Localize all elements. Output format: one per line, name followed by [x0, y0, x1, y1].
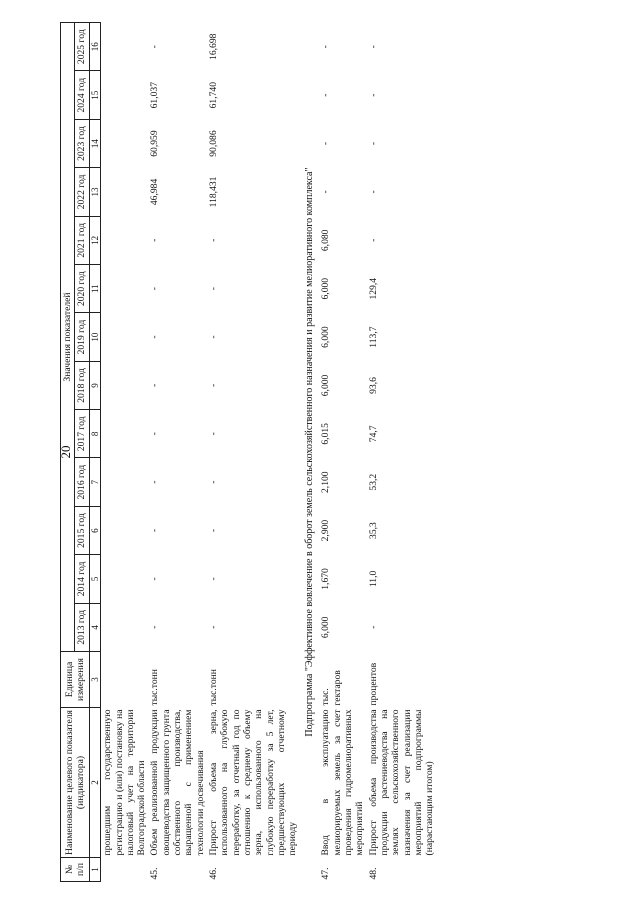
value-cell: 2,900: [320, 519, 332, 542]
header-year: 2020 год: [75, 265, 89, 313]
value-cell: -: [367, 93, 379, 97]
header-year: 2024 год: [75, 71, 89, 119]
column-number: 11: [89, 265, 101, 313]
value-cell: -: [320, 190, 332, 194]
unit-cell: тыс. гектаров: [320, 670, 343, 706]
value-cell: 118,431: [208, 176, 220, 208]
value-cell: -: [208, 625, 220, 629]
value-cell: 11,0: [367, 570, 379, 588]
column-number: 2: [89, 708, 101, 858]
value-cell: -: [208, 432, 220, 436]
header-year: 2017 год: [75, 410, 89, 458]
column-number: 9: [89, 361, 101, 409]
section-title: Подпрограмма "Эффективное вовлечение в оборот земель сельскохозяйственного назначения и развитие мелиоративного комплекса": [303, 167, 315, 737]
table-row: [101, 23, 149, 882]
indicators-table: [60, 22, 436, 882]
value-cell: [101, 216, 149, 264]
value-cell: -: [149, 287, 161, 291]
value-cell: 6,000: [320, 374, 332, 397]
header-name: Наименование целевого показателя (индикатора): [61, 708, 90, 858]
value-cell: -: [320, 45, 332, 49]
value-cell: [101, 603, 149, 651]
header-unit: Единица измерения: [61, 652, 90, 708]
value-cell: -: [149, 480, 161, 484]
value-cell: 6,000: [320, 616, 332, 639]
value-cell: [101, 555, 149, 603]
value-cell: 6,000: [320, 277, 332, 300]
value-cell: [101, 119, 149, 167]
header-year: 2018 год: [75, 361, 89, 409]
column-number: 15: [89, 71, 101, 119]
header-year: 2015 год: [75, 506, 89, 554]
value-cell: -: [367, 141, 379, 146]
unit-cell: тыс.тонн: [149, 669, 161, 706]
value-cell: -: [367, 625, 379, 629]
value-cell: 113,7: [367, 326, 379, 348]
value-cell: [101, 361, 149, 409]
indicator-name: Объем реализованной продукции овощеводства защищенного грунта собственного производства, выращенной с применением технологии досвечивания: [149, 709, 206, 856]
value-cell: 16,698: [208, 33, 220, 60]
header-num: № п/п: [61, 858, 90, 882]
value-cell: [101, 168, 149, 216]
header-year: 2025 год: [75, 23, 89, 72]
column-number: 8: [89, 410, 101, 458]
value-cell: 35,3: [367, 522, 379, 539]
value-cell: [101, 506, 149, 554]
column-number: 6: [89, 506, 101, 554]
value-cell: 90,086: [208, 130, 220, 157]
header-year: 2016 год: [75, 458, 89, 506]
value-cell: 1,670: [320, 568, 332, 590]
column-number: 3: [89, 652, 101, 708]
row-number: 48.: [367, 867, 379, 880]
value-cell: [101, 458, 149, 506]
value-cell: 6,015: [320, 423, 332, 445]
column-number: 7: [89, 458, 101, 506]
value-cell: -: [320, 141, 332, 146]
header-year: 2014 год: [75, 555, 89, 603]
unit-cell: тыс.тонн: [208, 669, 220, 706]
value-cell: 6,080: [320, 229, 332, 252]
column-number: 14: [89, 119, 101, 167]
table-row: [207, 23, 300, 882]
column-number: 4: [89, 603, 101, 651]
column-number: 12: [89, 216, 101, 264]
rotated-table-container: [60, 22, 580, 882]
header-year: 2021 год: [75, 216, 89, 264]
value-cell: -: [149, 335, 161, 339]
column-number: 1: [89, 858, 101, 882]
column-number: 16: [89, 23, 101, 72]
value-cell: 129,4: [367, 277, 379, 300]
value-cell: -: [320, 93, 332, 97]
unit-cell: процентов: [367, 662, 379, 706]
value-cell: -: [367, 45, 379, 49]
value-cell: 2,100: [320, 471, 332, 493]
value-cell: [101, 410, 149, 458]
value-cell: -: [208, 480, 220, 484]
value-cell: -: [149, 432, 161, 436]
indicator-name: Прирост объема производства продукции растениеводства на землях сельскохозяйственного назначения за счет реализации мероприятий подпрограммы (нарастающим итогом): [367, 709, 436, 856]
value-cell: -: [149, 383, 161, 388]
value-cell: -: [149, 45, 161, 49]
value-cell: 74,7: [367, 425, 379, 443]
value-cell: -: [149, 238, 161, 242]
column-number: 10: [89, 313, 101, 361]
value-cell: [101, 23, 149, 72]
value-cell: -: [367, 238, 379, 242]
value-cell: -: [208, 238, 220, 242]
header-values-group: Значения показателей: [61, 23, 75, 652]
table-row: [319, 23, 366, 882]
value-cell: -: [149, 577, 161, 581]
value-cell: -: [208, 528, 220, 533]
value-cell: 46,984: [149, 178, 161, 206]
value-cell: 61,740: [208, 82, 220, 109]
indicator-name: Ввод в эксплуатацию мелиорируемых земель за счет проведения гидромелиоративных мероприятий: [320, 709, 366, 856]
value-cell: -: [208, 577, 220, 581]
value-cell: 6,000: [320, 326, 332, 348]
page-number: 20: [58, 445, 73, 459]
value-cell: -: [367, 190, 379, 194]
row-number: 46.: [208, 867, 220, 880]
value-cell: -: [149, 625, 161, 629]
value-cell: -: [208, 383, 220, 388]
row-number: [101, 858, 149, 882]
value-cell: -: [149, 528, 161, 533]
column-number: 5: [89, 555, 101, 603]
value-cell: [101, 265, 149, 313]
column-number: 13: [89, 168, 101, 216]
value-cell: [101, 313, 149, 361]
value-cell: -: [208, 287, 220, 291]
header-year: 2022 год: [75, 168, 89, 216]
value-cell: [101, 71, 149, 119]
row-number: 45.: [149, 867, 161, 880]
value-cell: 53,2: [367, 473, 379, 491]
unit-cell: [101, 652, 149, 708]
table-row: [367, 23, 437, 882]
header-year: 2019 год: [75, 313, 89, 361]
table-row: [148, 23, 207, 882]
value-cell: 60,959: [149, 130, 161, 157]
value-cell: 61,037: [149, 82, 161, 109]
header-year: 2013 год: [75, 603, 89, 651]
header-year: 2023 год: [75, 119, 89, 167]
indicator-name: прошедшим государственную регистрацию и (или) постановку на налоговый учет на территории Волгоградской области: [102, 709, 148, 856]
value-cell: 93,6: [367, 377, 379, 394]
value-cell: -: [208, 335, 220, 339]
row-number: 47.: [320, 867, 332, 880]
indicator-name: Прирост объема зерна, использованного на глубокую переработку, за отчетный год по отношению к среднему объему зерна, использованного на глубокую переработку за 5 лет, предшествующих отчетному периоду: [208, 709, 299, 856]
